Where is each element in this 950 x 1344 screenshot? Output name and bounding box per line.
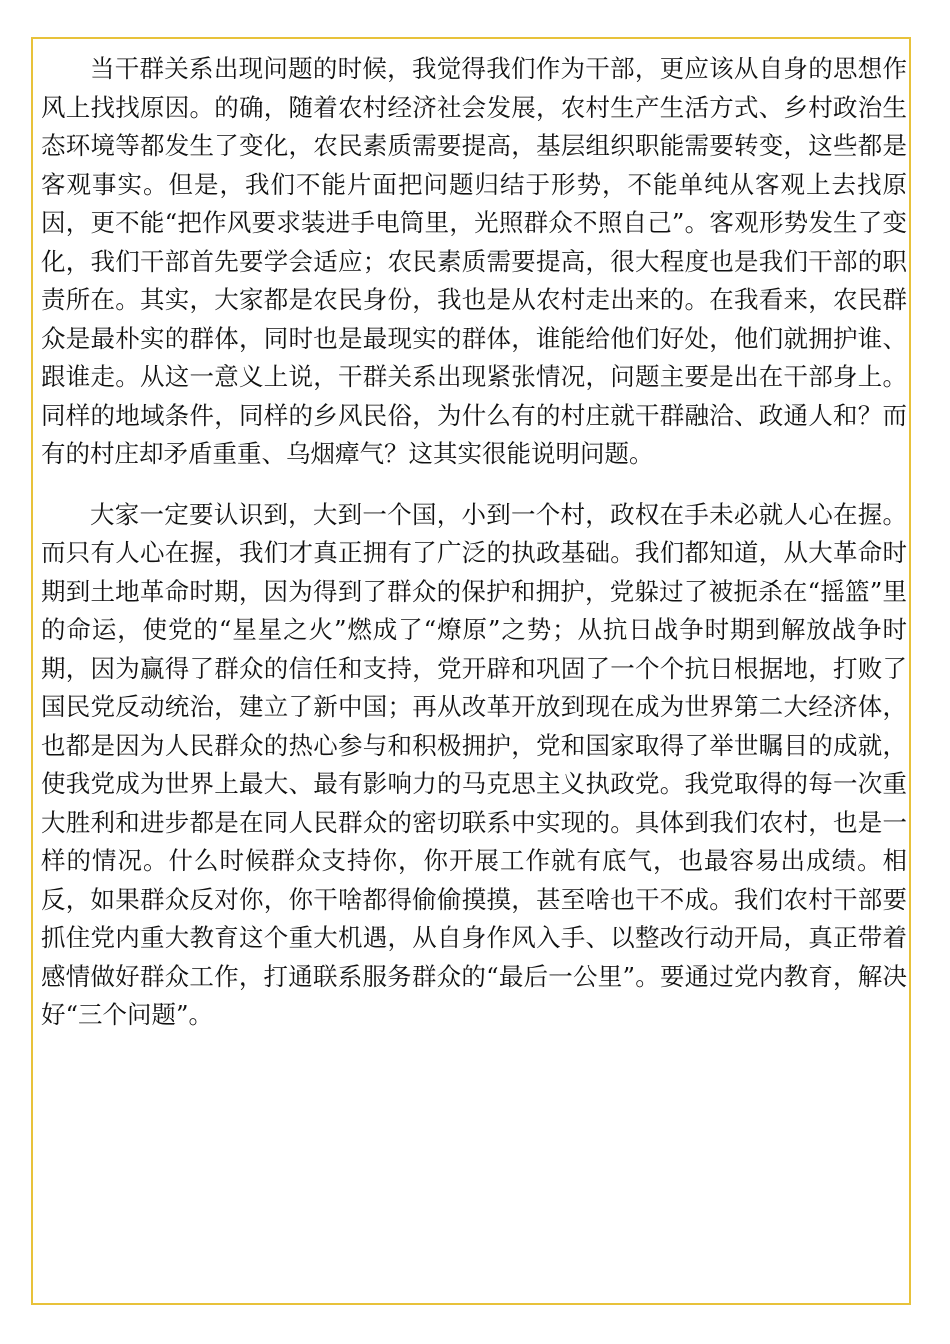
paragraph-1: 当干群关系出现问题的时候，我觉得我们作为干部，更应该从自身的思想作风上找找原因。的确，随着农村经济社会发展，农村生产生活方式、乡村政治生态环境等都发生了变化，农民素质需要提高，基层组织职能需要转变，这些都是客观事实。但是，我们不能片面把问题归结于形势，不能单纯从客观上去找原因，更不能“把作风要求装进手电筒里，光照群众不照自己”。客观形势发生了变化，我们干部首先要学会适应；农民素质需要提高，很大程度也是我们干部的职责所在。其实，大家都是农民身份，我也是从农村走出来的。在我看来，农民群众是最朴实的群体，同时也是最现实的群体，谁能给他们好处，他们就拥护谁、跟谁走。从这一意义上说，干群关系出现紧张情况，问题主要是出在干部身上。同样的地域条件，同样的乡风民俗，为什么有的村庄就干群融洽、政通人和？而有的村庄却矛盾重重、乌烟瘴气？这其实很能说明问题。 [41, 54, 907, 468]
paragraph-2: 大家一定要认识到，大到一个国，小到一个村，政权在手未必就人心在握。而只有人心在握，我们才真正拥有了广泛的执政基础。我们都知道，从大革命时期到土地革命时期，因为得到了群众的保护和拥护，党躲过了被扼杀在“摇篮”里的命运，使党的“星星之火”燃成了“燎原”之势；从抗日战争时期到解放战争时期，因为赢得了群众的信任和支持，党开辟和巩固了一个个抗日根据地，打败了国民党反动统治，建立了新中国；再从改革开放到现在成为世界第二大经济体，也都是因为人民群众的热心参与和积极拥护，党和国家取得了举世瞩目的成就，使我党成为世界上最大、最有影响力的马克思主义执政党。我党取得的每一次重大胜利和进步都是在同人民群众的密切联系中实现的。具体到我们农村，也是一样的情况。什么时候群众支持你，你开展工作就有底气，也最容易出成绩。相反，如果群众反对你，你干啥都得偷偷摸摸，甚至啥也干不成。我们农村干部要抓住党内重大教育这个重大机遇，从自身作风入手、以整改行动开局，真正带着感情做好群众工作，打通联系服务群众的“最后一公里”。要通过党内教育，解决好“三个问题”。 [41, 499, 907, 1029]
document-body [41, 50, 907, 1035]
